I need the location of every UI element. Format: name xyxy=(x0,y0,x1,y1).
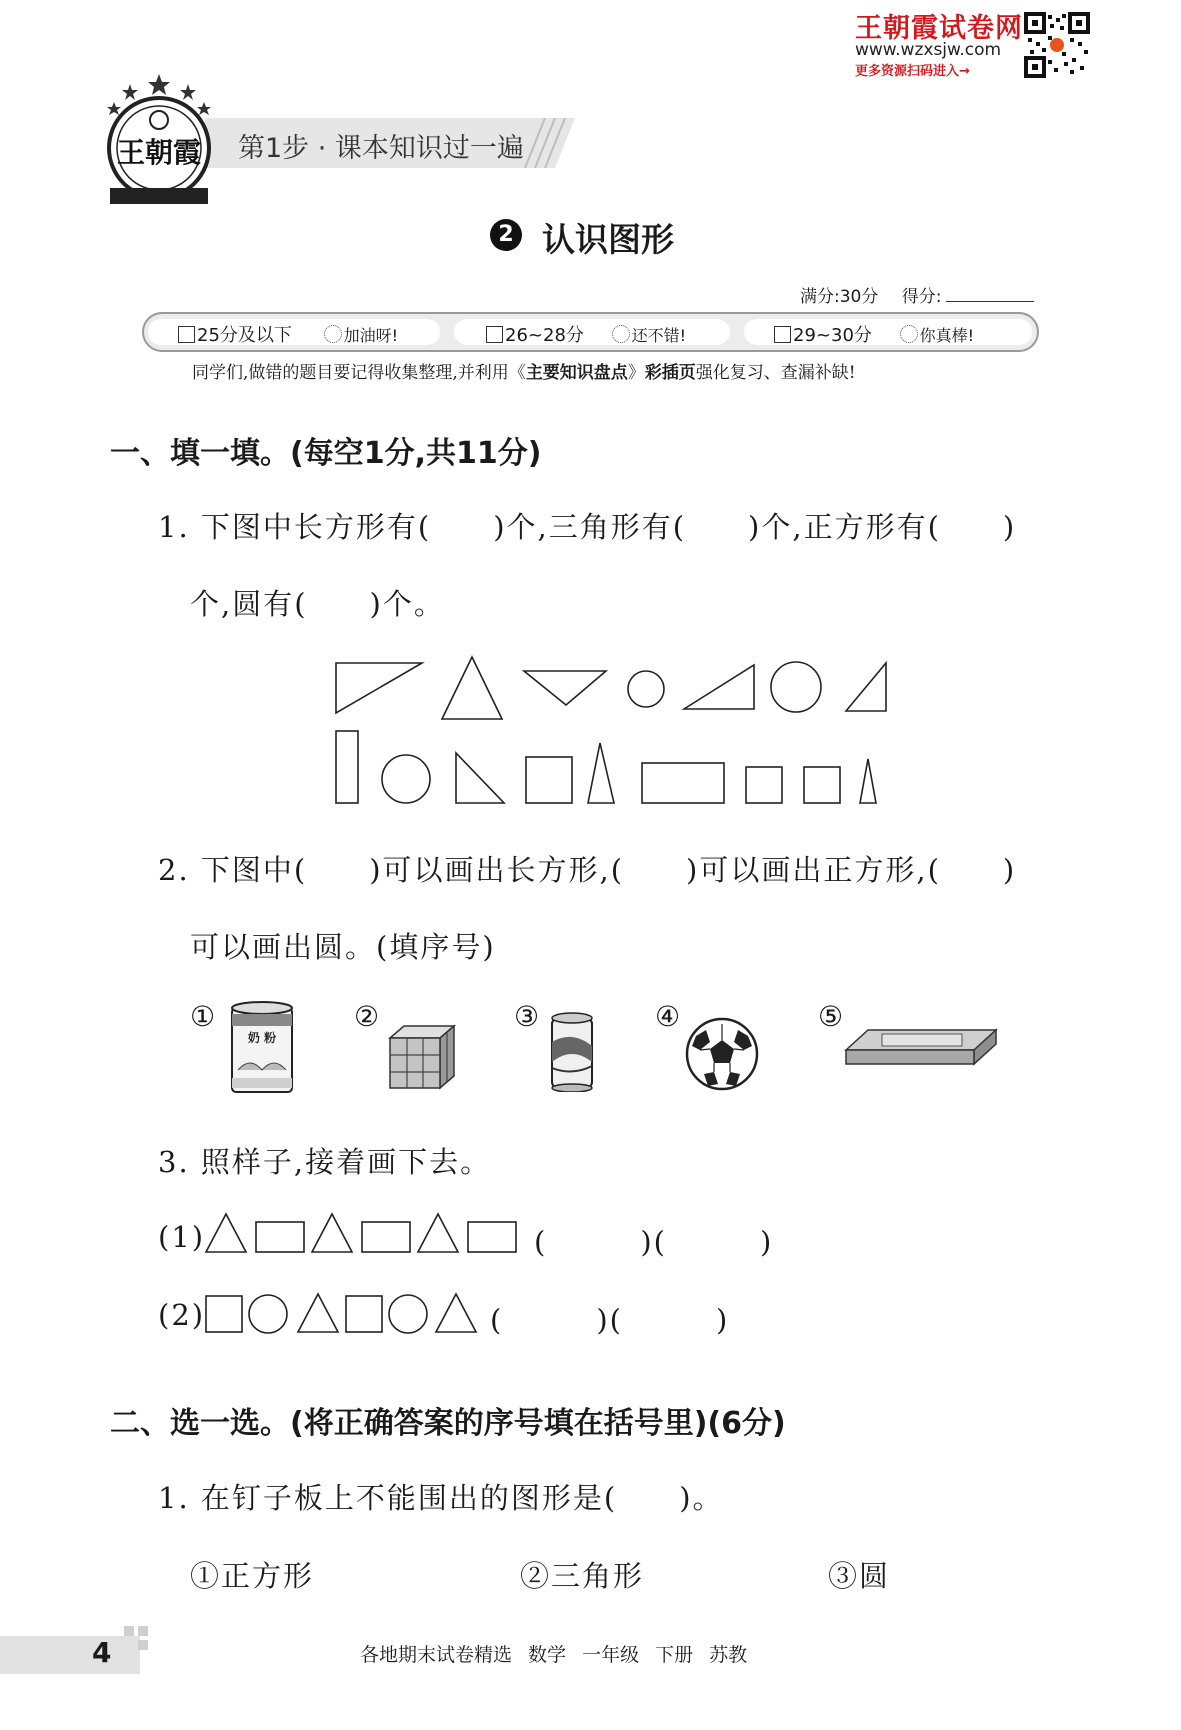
pattern-1-answer-blanks[interactable]: ( )( ) xyxy=(534,1225,774,1259)
brand-url[interactable]: www.wzxsjw.com xyxy=(855,40,1002,60)
qr-code-icon[interactable] xyxy=(1024,12,1090,78)
triangle-shape xyxy=(588,743,614,803)
triangle-shape xyxy=(436,1294,476,1332)
footer-text: 各地期末试卷精选 数学 一年级 下册 苏教 xyxy=(360,1644,748,1666)
drink-can-icon xyxy=(548,1012,596,1092)
score-got-label: 得分: xyxy=(901,287,942,307)
rating-checkbox[interactable] xyxy=(774,326,791,343)
pattern-2-figure xyxy=(204,1290,484,1338)
rating-range: 25分及以下 xyxy=(197,325,292,346)
triangle-shape xyxy=(312,1214,352,1252)
option-3[interactable]: ③圆 xyxy=(828,1559,891,1593)
rating-checkbox[interactable] xyxy=(486,326,503,343)
pattern-1-figure xyxy=(204,1210,524,1258)
circle-shape xyxy=(382,755,430,803)
triangle-shape xyxy=(846,663,886,711)
rating-item-3 xyxy=(774,321,974,347)
rectangle-shape xyxy=(362,1222,410,1252)
page-number: 4 xyxy=(92,1636,112,1669)
cube-puzzle-icon xyxy=(388,1024,456,1090)
step-label: 第1步 · 课本知识过一遍 xyxy=(238,133,524,164)
rating-checkbox[interactable] xyxy=(178,326,195,343)
triangle-shape xyxy=(298,1294,338,1332)
smile-face-icon xyxy=(612,325,630,343)
rectangle-shape xyxy=(642,763,724,803)
option-1[interactable]: ①正方形 xyxy=(190,1559,315,1593)
rectangle-shape xyxy=(336,731,358,803)
rating-tag: 加油呀! xyxy=(343,326,399,345)
object-label-3: ③ xyxy=(514,1000,540,1033)
rectangle-shape xyxy=(256,1222,304,1252)
section-2-title: 二、选一选。(将正确答案的序号填在括号里)(6分) xyxy=(110,1406,786,1441)
cheer-face-icon xyxy=(324,325,342,343)
circle-shape xyxy=(771,662,821,712)
flat-box-icon xyxy=(842,1026,998,1068)
can-label: 奶 粉 xyxy=(247,1031,277,1045)
question-1-line-1: 1. 下图中长方形有( )个,三角形有( )个,正方形有( ) xyxy=(158,510,1017,544)
brand-name: 王朝霞试卷网 xyxy=(855,13,1023,44)
title-number-badge: 2 xyxy=(490,219,522,251)
q3-2-label: (2) xyxy=(158,1298,206,1332)
score-line xyxy=(800,282,1034,307)
tip-highlight: 彩插页 xyxy=(644,363,696,383)
rating-range: 29~30分 xyxy=(793,325,872,346)
section-1-title: 一、填一填。(每空1分,共11分) xyxy=(110,436,542,471)
circle-shape xyxy=(628,671,664,707)
wangzhaoxia-logo xyxy=(100,70,218,210)
rating-item-2 xyxy=(486,321,686,347)
rating-bar xyxy=(142,312,1039,352)
object-label-2: ② xyxy=(354,1000,380,1033)
object-label-4: ④ xyxy=(655,1000,681,1033)
rating-tag: 你真棒! xyxy=(919,326,975,345)
question-3: 3. 照样子,接着画下去。 xyxy=(158,1145,492,1179)
footer-decoration-icon xyxy=(122,1624,150,1664)
section-2-question-1: 1. 在钉子板上不能围出的图形是( )。 xyxy=(158,1481,724,1515)
score-blank[interactable] xyxy=(946,301,1034,302)
logo-text: 王朝霞 xyxy=(116,136,202,169)
question-1-line-2: 个,圆有( )个。 xyxy=(190,587,445,621)
square-shape xyxy=(526,757,572,803)
rectangle-shape xyxy=(468,1222,516,1252)
triangle-shape xyxy=(418,1214,458,1252)
pattern-2-answer-blanks[interactable]: ( )( ) xyxy=(490,1303,730,1337)
triangle-shape xyxy=(442,657,502,719)
object-label-5: ⑤ xyxy=(818,1000,844,1033)
circle-shape xyxy=(389,1295,427,1333)
tip-part: 同学们,做错的题目要记得收集整理,并利用《 xyxy=(192,363,526,383)
square-shape xyxy=(746,767,782,803)
milk-powder-can-icon xyxy=(228,1000,296,1096)
circle-shape xyxy=(249,1295,287,1333)
brand-more: 更多资源扫码进入→ xyxy=(855,64,970,79)
rating-tag: 还不错! xyxy=(631,326,687,345)
tip-text xyxy=(192,358,856,383)
question-2-line-1: 2. 下图中( )可以画出长方形,( )可以画出正方形,( ) xyxy=(158,853,1017,887)
shapes-figure xyxy=(330,655,900,815)
triangle-shape xyxy=(206,1214,246,1252)
triangle-shape xyxy=(336,663,422,713)
tip-part: 强化复习、查漏补缺! xyxy=(695,363,856,383)
triangle-shape xyxy=(684,665,754,709)
rating-item-1 xyxy=(178,321,398,347)
q3-1-label: (1) xyxy=(158,1220,206,1254)
triangle-shape xyxy=(524,671,606,705)
question-2-line-2: 可以画出圆。(填序号) xyxy=(190,930,496,964)
option-2[interactable]: ②三角形 xyxy=(520,1559,645,1593)
triangle-shape xyxy=(456,753,504,803)
tip-highlight: 主要知识盘点 xyxy=(525,363,628,383)
star-face-icon xyxy=(900,325,918,343)
full-score: 满分:30分 xyxy=(800,287,879,307)
rating-range: 26~28分 xyxy=(505,325,584,346)
square-shape xyxy=(206,1296,242,1332)
square-shape xyxy=(346,1296,382,1332)
triangle-shape xyxy=(860,759,876,803)
object-label-1: ① xyxy=(190,1000,216,1033)
page-title: 认识图形 xyxy=(542,220,674,259)
tip-part: 》 xyxy=(627,363,645,383)
footer-page-tab xyxy=(0,1636,140,1674)
soccer-ball-icon xyxy=(684,1016,760,1092)
square-shape xyxy=(804,767,840,803)
